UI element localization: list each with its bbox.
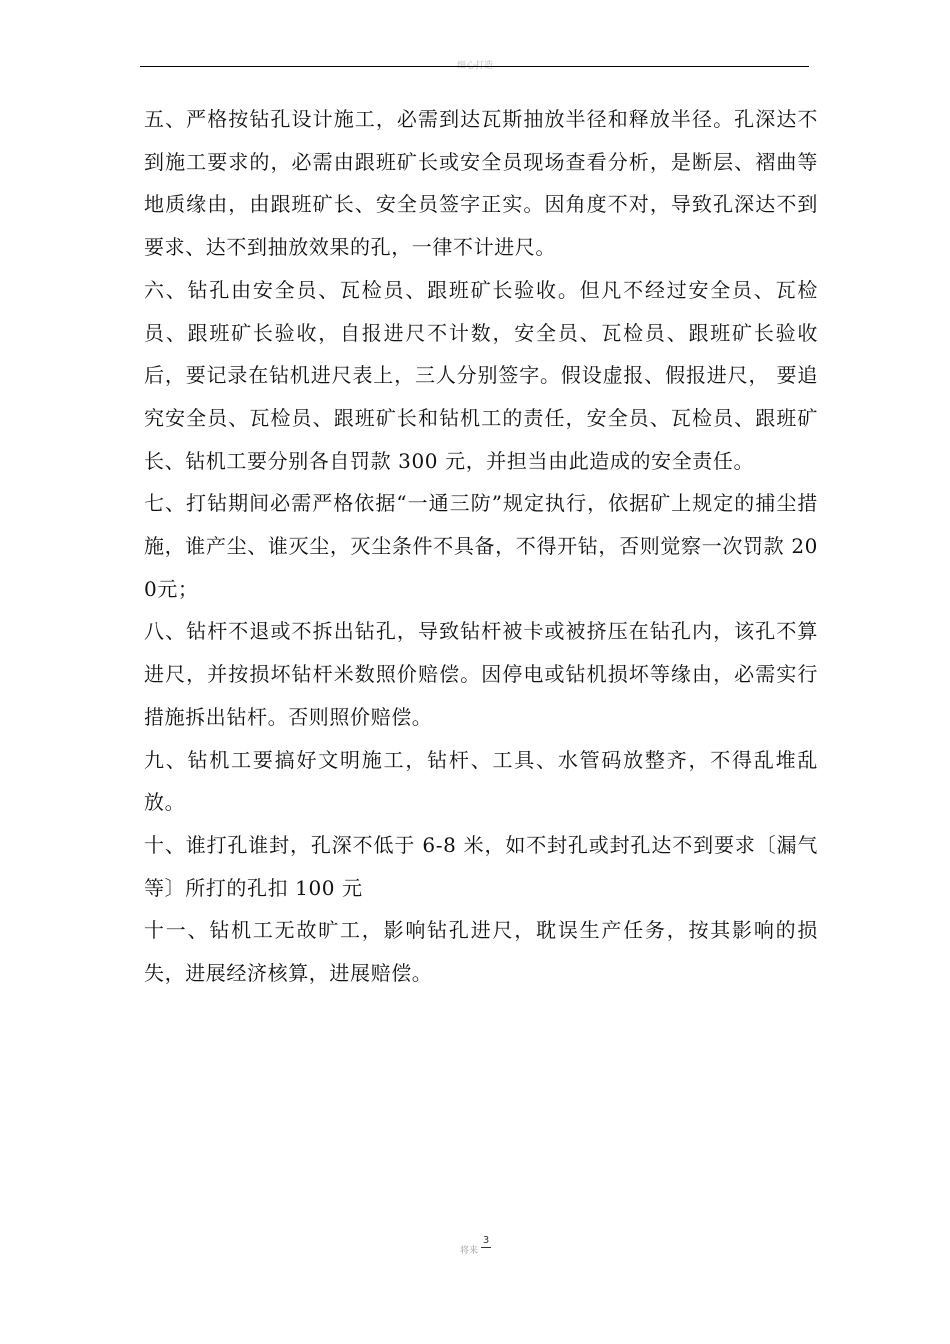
paragraph-6: 六、钻孔由安全员、瓦检员、跟班矿长验收。但凡不经过安全员、瓦检员、跟班矿长验收，自报进尺不计数，安全员、瓦检员、跟班矿长验收后，要记录在钻机进尺表上，三人分别签字。假设虚报、假报进尺， 要追究安全员、瓦检员、跟班矿长和钻机工的责任，安全员、瓦检员、跟班矿长、钻机工要分别各自罚款 300 元，并担当由此造成的安全责任。: [144, 277, 818, 473]
header-divider: [140, 66, 809, 67]
page-number: 3: [482, 1235, 490, 1246]
paragraph-8: 八、钻杆不退或不拆出钻孔，导致钻杆被卡或被挤压在钻孔内，该孔不算进尺，并按损坏钻杆米数照价赔偿。因停电或钻机损坏等缘由，必需实行措施拆出钻杆。否则照价赔偿。: [144, 619, 818, 729]
paragraph-7: 七、打钻期间必需严格依据“一通三防”规定执行，依据矿上规定的捕尘措施，谁产尘、谁灭尘，灭尘条件不具备，不得开钻，否则觉察一次罚款 200元；: [144, 491, 818, 601]
page-header: 细心打造: [456, 61, 493, 71]
paragraph-5: 五、严格按钻孔设计施工，必需到达瓦斯抽放半径和释放半径。孔深达不到施工要求的，必需由跟班矿长或安全员现场查看分析，是断层、褶曲等地质缘由，由跟班矿长、安全员签字正实。因角度不对，导致孔深达不到要求、达不到抽放效果的孔，一律不计进尺。: [144, 107, 818, 260]
document-body: [144, 98, 818, 995]
paragraph-11: 十一、钻机工无故旷工，影响钻孔进尺，耽误生产任务，按其影响的损失，进展经济核算，进展赔偿。: [144, 918, 818, 986]
paragraph-10: 十、谁打孔谁封，孔深不低于 6-8 米，如不封孔或封孔达不到要求〔漏气等〕所打的孔扣 100 元: [144, 832, 818, 900]
footer-label: 将来: [460, 1246, 479, 1256]
paragraph-9: 九、钻机工要搞好文明施工，钻杆、工具、水管码放整齐，不得乱堆乱放。: [144, 747, 818, 815]
